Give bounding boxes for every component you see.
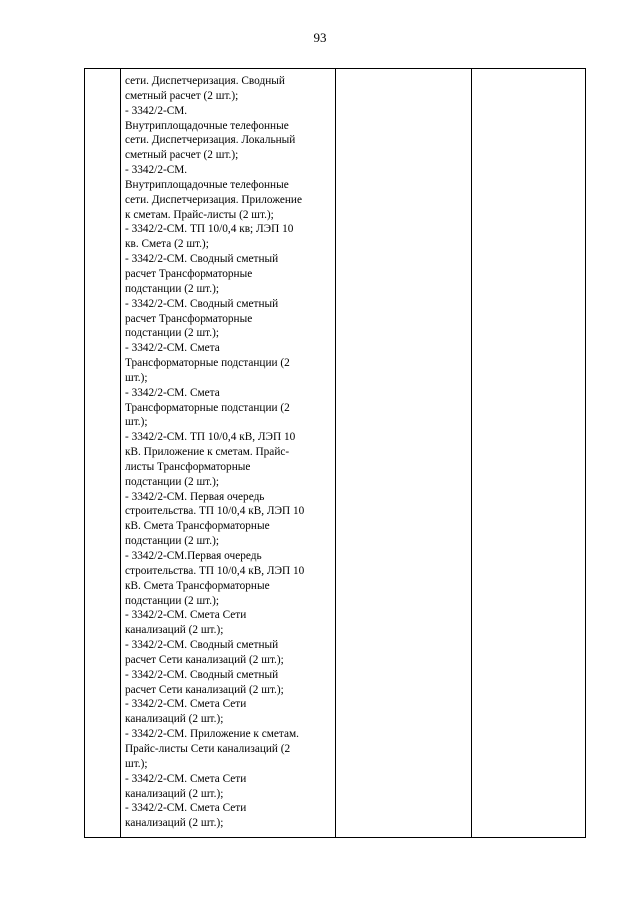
description-line: строительства. ТП 10/0,4 кВ, ЛЭП 10 <box>125 564 305 577</box>
description-line: канализаций (2 шт.); <box>125 713 224 726</box>
description-line: подстанции (2 шт.); <box>125 282 219 295</box>
description-line: - 3342/2-СМ. <box>125 164 188 177</box>
description-line: - 3342/2-СМ. ТП 10/0,4 кВ, ЛЭП 10 <box>125 431 296 444</box>
description-line: - 3342/2-СМ. Сводный сметный <box>125 297 279 310</box>
description-line: шт.); <box>125 757 148 770</box>
description-line: сметный расчет (2 шт.); <box>125 89 239 102</box>
description-line: сметный расчет (2 шт.); <box>125 149 239 162</box>
description-line: расчет Сети канализаций (2 шт.); <box>125 653 284 666</box>
description-line: - 3342/2-СМ.Первая очередь <box>125 550 262 562</box>
description-line: расчет Трансформаторные <box>125 267 253 280</box>
description-line: Внутриплощадочные телефонные <box>125 178 289 191</box>
description-line: - 3342/2-СМ. Сводный сметный <box>125 639 279 652</box>
column-divider <box>120 69 121 837</box>
description-line: - 3342/2-СМ. Смета <box>125 386 220 399</box>
description-line: шт.); <box>125 371 148 384</box>
description-line: - 3342/2-СМ. Смета Сети <box>125 802 247 815</box>
description-line: сети. Диспетчеризация. Локальный <box>125 134 296 147</box>
description-cell <box>125 74 333 831</box>
description-line: строительства. ТП 10/0,4 кВ, ЛЭП 10 <box>125 505 305 518</box>
description-line: - 3342/2-СМ. ТП 10/0,4 кв; ЛЭП 10 <box>125 223 294 236</box>
description-line: - 3342/2-СМ. Сводный сметный <box>125 253 279 266</box>
page-number: 93 <box>313 30 327 45</box>
description-line: подстанции (2 шт.); <box>125 535 219 548</box>
description-line: канализаций (2 шт.); <box>125 817 224 830</box>
description-line: шт.); <box>125 416 148 429</box>
description-line: канализаций (2 шт.); <box>125 787 224 800</box>
description-line: - 3342/2-СМ. Сводный сметный <box>125 668 279 681</box>
description-line: Прайс-листы Сети канализаций (2 <box>125 742 291 755</box>
description-line: - 3342/2-СМ. Смета Сети <box>125 772 247 785</box>
description-line: расчет Сети канализаций (2 шт.); <box>125 683 284 696</box>
description-line: - 3342/2-СМ. Первая очередь <box>125 490 265 503</box>
description-line: подстанции (2 шт.); <box>125 327 219 340</box>
column-divider <box>471 69 472 837</box>
description-line: кВ. Смета Трансформаторные <box>125 520 270 533</box>
document-table <box>84 68 586 838</box>
description-line: кВ. Смета Трансформаторные <box>125 579 270 592</box>
description-line: подстанции (2 шт.); <box>125 594 219 607</box>
description-line: кв. Смета (2 шт.); <box>125 238 209 251</box>
description-line: кВ. Приложение к сметам. Прайс- <box>125 446 290 459</box>
description-line: - 3342/2-СМ. Приложение к сметам. <box>125 728 299 741</box>
description-line: сети. Диспетчеризация. Приложение <box>125 193 302 206</box>
description-line: - 3342/2-СМ. <box>125 104 188 117</box>
description-line: - 3342/2-СМ. Смета Сети <box>125 698 247 711</box>
description-line: Трансформаторные подстанции (2 <box>125 357 290 370</box>
column-divider <box>335 69 336 837</box>
description-line: - 3342/2-СМ. Смета Сети <box>125 609 247 622</box>
description-line: - 3342/2-СМ. Смета <box>125 342 220 355</box>
description-line: расчет Трансформаторные <box>125 312 253 325</box>
description-line: Трансформаторные подстанции (2 <box>125 401 290 414</box>
description-line: канализаций (2 шт.); <box>125 624 224 637</box>
description-line: к сметам. Прайс-листы (2 шт.); <box>125 208 274 221</box>
description-line: сети. Диспетчеризация. Сводный <box>125 75 285 87</box>
description-line: листы Трансформаторные <box>125 460 251 473</box>
description-line: подстанции (2 шт.); <box>125 475 219 488</box>
description-line: Внутриплощадочные телефонные <box>125 119 289 132</box>
